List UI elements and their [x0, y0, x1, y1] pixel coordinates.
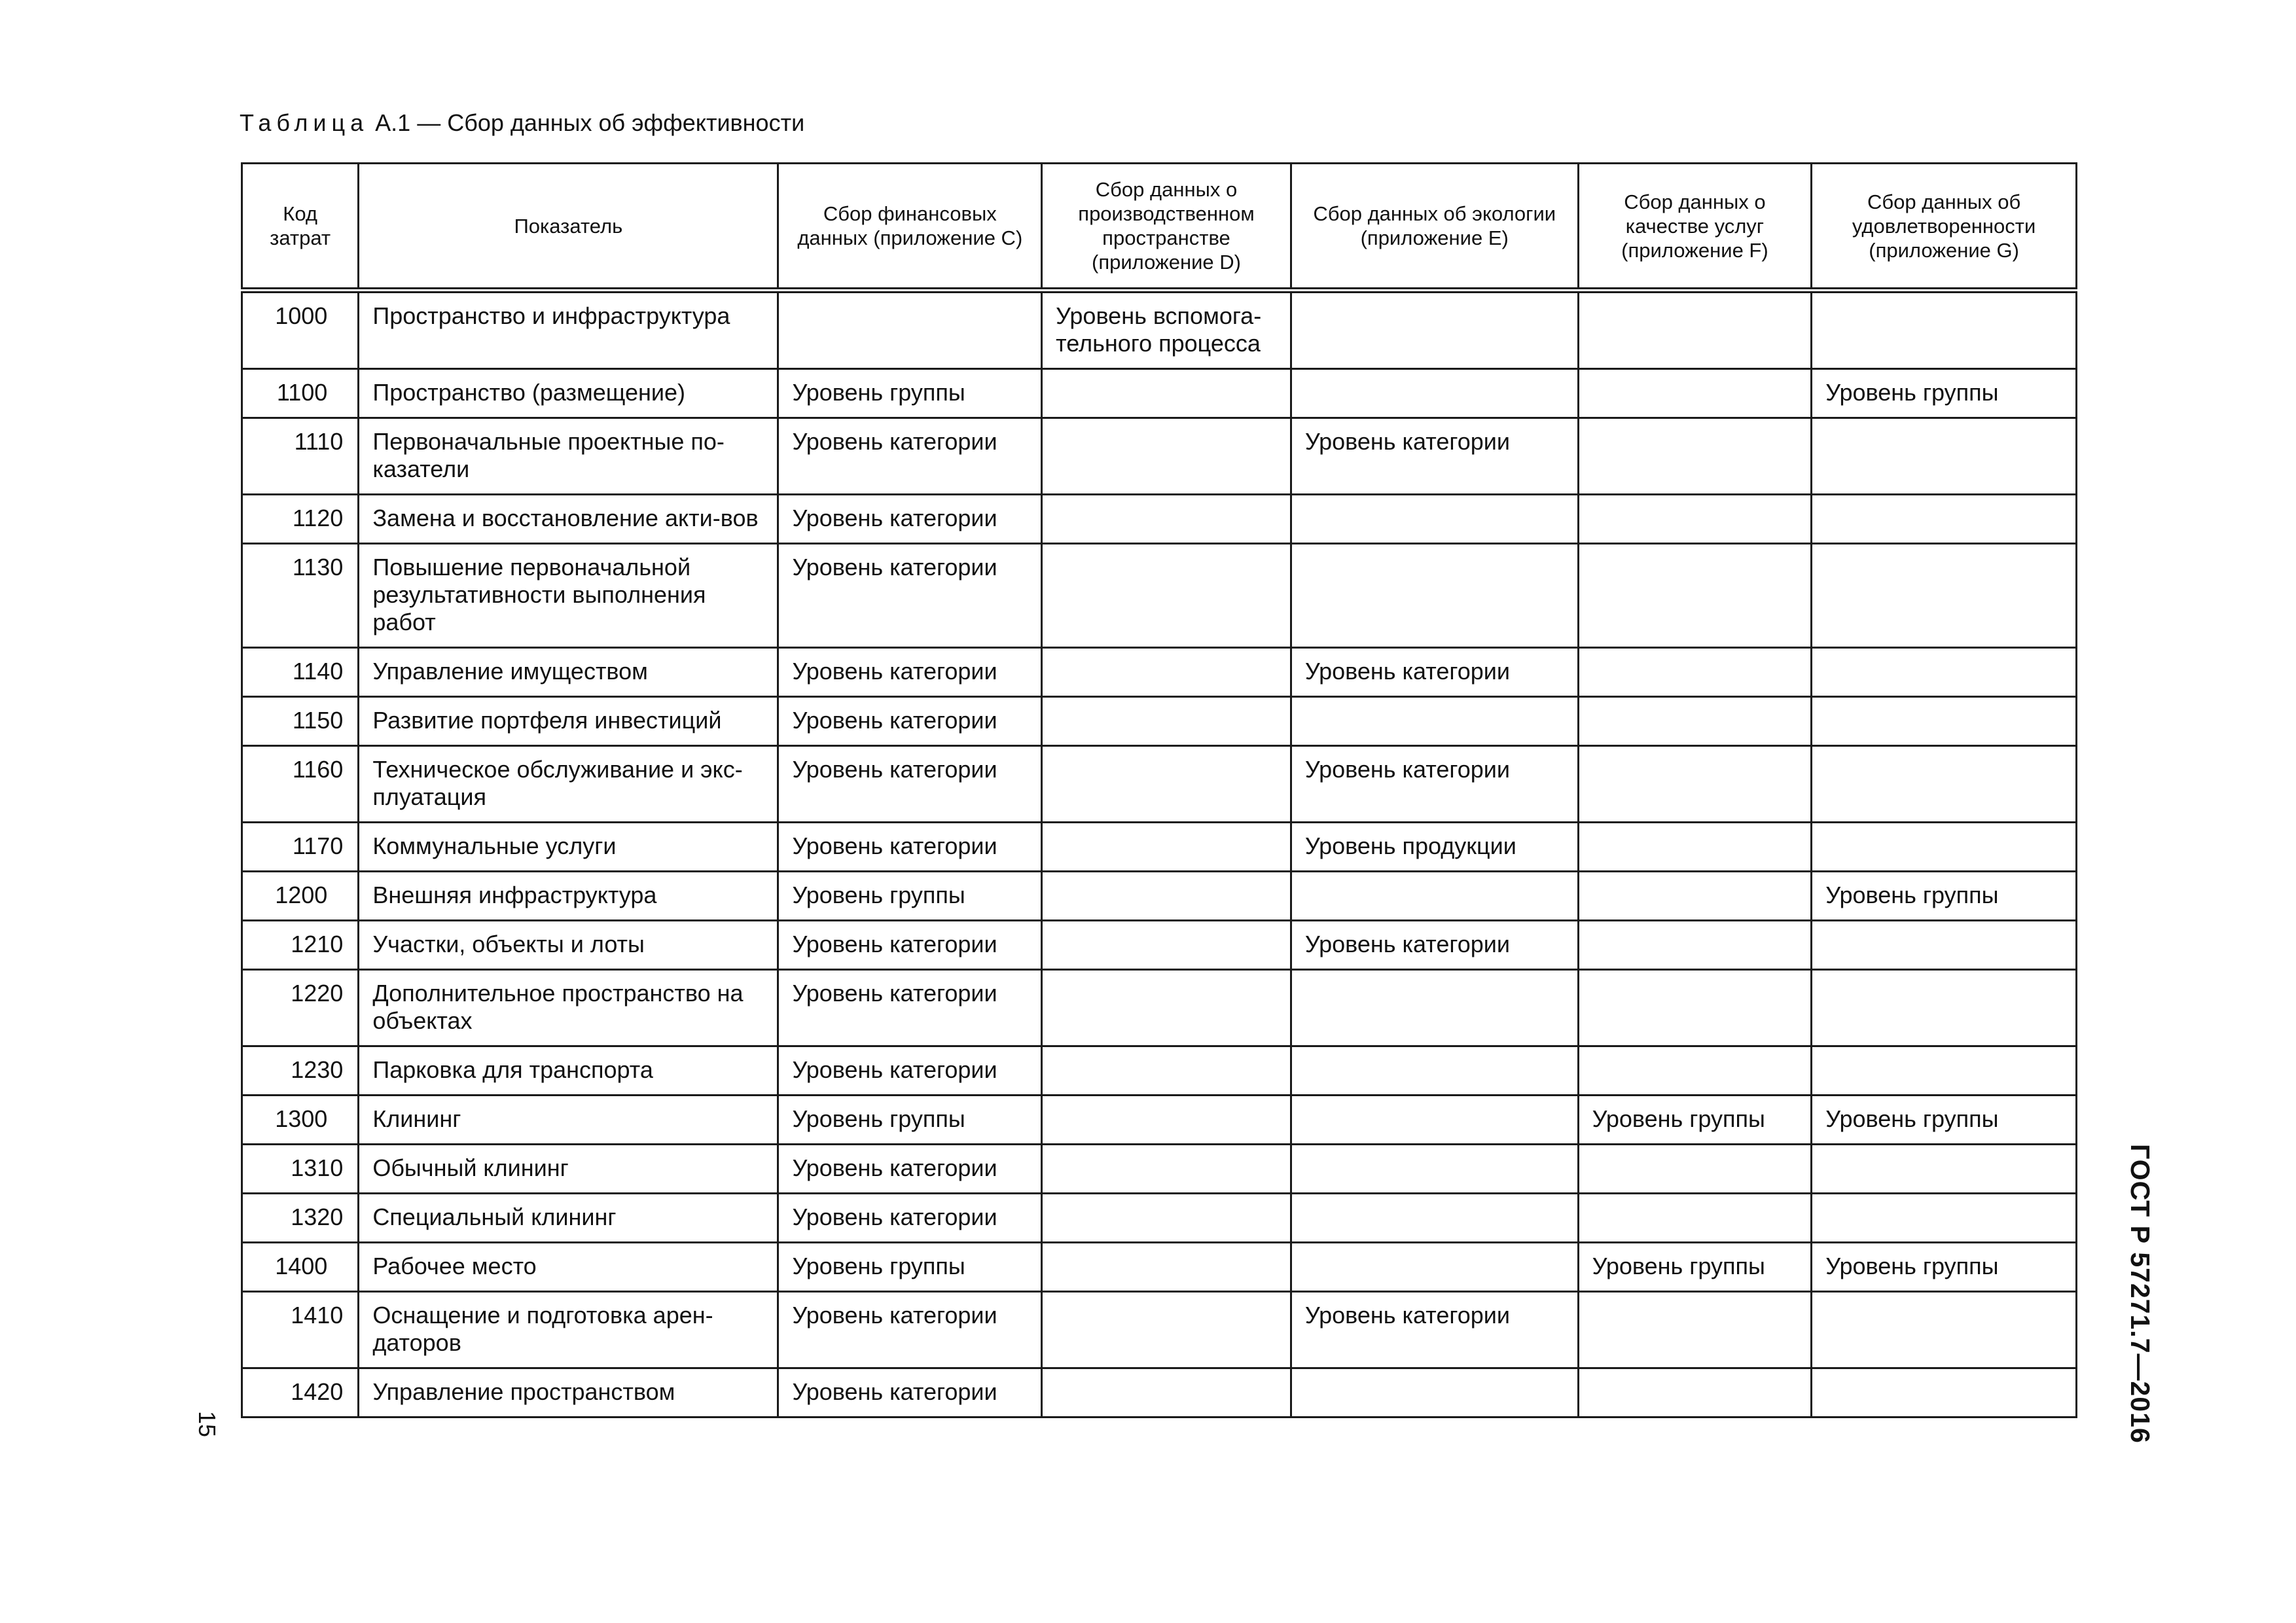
- cell-service-quality: [1578, 1368, 1812, 1418]
- header-cost-code: Код затрат: [242, 164, 359, 291]
- cell-ecology: Уровень продукции: [1291, 823, 1578, 872]
- cell-cost-code: 1140: [242, 648, 359, 697]
- cell-service-quality: [1578, 823, 1812, 872]
- cell-service-quality: [1578, 872, 1812, 921]
- table-row: [242, 1194, 2077, 1243]
- cell-satisfaction: Уровень группы: [1812, 872, 2077, 921]
- cell-ecology: [1291, 872, 1578, 921]
- table-row: [242, 369, 2077, 418]
- cell-production-space: [1042, 495, 1291, 544]
- table-caption: [240, 109, 804, 137]
- cell-production-space: [1042, 1368, 1291, 1418]
- table-body: [242, 291, 2077, 1418]
- cell-cost-code: 1160: [242, 746, 359, 823]
- cell-satisfaction: [1812, 746, 2077, 823]
- cell-indicator: Рабочее место: [359, 1243, 778, 1292]
- cell-production-space: [1042, 970, 1291, 1046]
- cell-ecology: Уровень категории: [1291, 921, 1578, 970]
- cell-ecology: [1291, 970, 1578, 1046]
- header-ecology-data: Сбор данных об экологии (приложение Е): [1291, 164, 1578, 291]
- cell-cost-code: 1000: [242, 291, 359, 369]
- table-row: [242, 1046, 2077, 1096]
- cell-cost-code: 1400: [242, 1243, 359, 1292]
- cell-financial: Уровень категории: [778, 1046, 1042, 1096]
- table-row: [242, 291, 2077, 369]
- cell-satisfaction: Уровень группы: [1812, 1096, 2077, 1145]
- cell-satisfaction: [1812, 291, 2077, 369]
- caption-text: А.1 — Сбор данных об эффективности: [368, 109, 805, 136]
- cell-satisfaction: [1812, 970, 2077, 1046]
- cell-cost-code: 1150: [242, 697, 359, 746]
- cell-indicator: Пространство (размещение): [359, 369, 778, 418]
- cell-ecology: Уровень категории: [1291, 1292, 1578, 1368]
- table-row: [242, 1368, 2077, 1418]
- cell-cost-code: 1170: [242, 823, 359, 872]
- cell-service-quality: Уровень группы: [1578, 1243, 1812, 1292]
- cell-production-space: [1042, 1194, 1291, 1243]
- table-row: [242, 1096, 2077, 1145]
- cell-indicator: Дополнительное пространство на объектах: [359, 970, 778, 1046]
- cell-service-quality: [1578, 291, 1812, 369]
- cell-indicator: Пространство и инфраструктура: [359, 291, 778, 369]
- cell-service-quality: [1578, 1145, 1812, 1194]
- cell-cost-code: 1200: [242, 872, 359, 921]
- cell-ecology: [1291, 369, 1578, 418]
- cell-production-space: [1042, 697, 1291, 746]
- cell-financial: Уровень категории: [778, 970, 1042, 1046]
- cell-financial: Уровень категории: [778, 1292, 1042, 1368]
- cell-indicator: Техническое обслуживание и экс-плуатация: [359, 746, 778, 823]
- table-row: [242, 1243, 2077, 1292]
- cell-service-quality: [1578, 369, 1812, 418]
- cell-satisfaction: [1812, 1046, 2077, 1096]
- cell-indicator: Развитие портфеля инвестиций: [359, 697, 778, 746]
- cell-production-space: [1042, 648, 1291, 697]
- cell-production-space: [1042, 369, 1291, 418]
- cell-production-space: [1042, 872, 1291, 921]
- cell-production-space: [1042, 823, 1291, 872]
- cell-cost-code: 1420: [242, 1368, 359, 1418]
- cell-financial: Уровень группы: [778, 872, 1042, 921]
- cell-ecology: Уровень категории: [1291, 648, 1578, 697]
- cell-financial: Уровень категории: [778, 1194, 1042, 1243]
- cell-financial: Уровень категории: [778, 746, 1042, 823]
- cell-financial: Уровень группы: [778, 1243, 1042, 1292]
- cell-financial: Уровень категории: [778, 418, 1042, 495]
- cell-financial: Уровень группы: [778, 369, 1042, 418]
- table-row: [242, 418, 2077, 495]
- cell-financial: Уровень категории: [778, 697, 1042, 746]
- cell-indicator: Управление пространством: [359, 1368, 778, 1418]
- cell-satisfaction: Уровень группы: [1812, 1243, 2077, 1292]
- cell-financial: Уровень категории: [778, 495, 1042, 544]
- cell-indicator: Оснащение и подготовка арен-даторов: [359, 1292, 778, 1368]
- cell-financial: [778, 291, 1042, 369]
- cell-satisfaction: [1812, 921, 2077, 970]
- table-row: [242, 697, 2077, 746]
- table-row: [242, 921, 2077, 970]
- header-service-quality-data: Сбор данных о качестве услуг (приложение F): [1578, 164, 1812, 291]
- header-financial-data: Сбор финансовых данных (приложение С): [778, 164, 1042, 291]
- cell-cost-code: 1110: [242, 418, 359, 495]
- cell-indicator: Замена и восстановление акти-вов: [359, 495, 778, 544]
- cell-service-quality: [1578, 697, 1812, 746]
- cell-ecology: [1291, 1194, 1578, 1243]
- cell-service-quality: [1578, 495, 1812, 544]
- cell-indicator: Повышение первоначальной результативности выполнения работ: [359, 544, 778, 648]
- cell-satisfaction: [1812, 697, 2077, 746]
- cell-cost-code: 1320: [242, 1194, 359, 1243]
- cell-indicator: Специальный клининг: [359, 1194, 778, 1243]
- cell-satisfaction: Уровень группы: [1812, 369, 2077, 418]
- cell-cost-code: 1410: [242, 1292, 359, 1368]
- cell-service-quality: [1578, 970, 1812, 1046]
- cell-ecology: Уровень категории: [1291, 746, 1578, 823]
- cell-ecology: Уровень категории: [1291, 418, 1578, 495]
- cell-satisfaction: [1812, 495, 2077, 544]
- cell-production-space: Уровень вспомога-тельного процесса: [1042, 291, 1291, 369]
- performance-data-table: [241, 162, 2077, 1418]
- cell-indicator: Парковка для транспорта: [359, 1046, 778, 1096]
- header-satisfaction-data: Сбор данных об удовлетворенности (приложение G): [1812, 164, 2077, 291]
- cell-ecology: [1291, 495, 1578, 544]
- cell-ecology: [1291, 1096, 1578, 1145]
- cell-indicator: Обычный клининг: [359, 1145, 778, 1194]
- cell-service-quality: [1578, 418, 1812, 495]
- cell-cost-code: 1230: [242, 1046, 359, 1096]
- cell-cost-code: 1220: [242, 970, 359, 1046]
- cell-indicator: Управление имуществом: [359, 648, 778, 697]
- cell-production-space: [1042, 1046, 1291, 1096]
- cell-cost-code: 1210: [242, 921, 359, 970]
- cell-satisfaction: [1812, 1145, 2077, 1194]
- cell-satisfaction: [1812, 648, 2077, 697]
- cell-satisfaction: [1812, 823, 2077, 872]
- table-header-row: [242, 164, 2077, 291]
- cell-production-space: [1042, 1145, 1291, 1194]
- table-row: [242, 1292, 2077, 1368]
- cell-financial: Уровень категории: [778, 921, 1042, 970]
- cell-financial: Уровень категории: [778, 544, 1042, 648]
- page-number: 15: [194, 1411, 221, 1438]
- cell-service-quality: [1578, 648, 1812, 697]
- cell-ecology: [1291, 1368, 1578, 1418]
- cell-service-quality: [1578, 1046, 1812, 1096]
- cell-service-quality: [1578, 921, 1812, 970]
- table-row: [242, 495, 2077, 544]
- cell-indicator: Первоначальные проектные по-казатели: [359, 418, 778, 495]
- table-row: [242, 823, 2077, 872]
- cell-indicator: Коммунальные услуги: [359, 823, 778, 872]
- standard-designation: ГОСТ Р 57271.7—2016: [2125, 1144, 2155, 1444]
- cell-production-space: [1042, 544, 1291, 648]
- cell-cost-code: 1120: [242, 495, 359, 544]
- cell-satisfaction: [1812, 1368, 2077, 1418]
- cell-financial: Уровень категории: [778, 648, 1042, 697]
- cell-production-space: [1042, 746, 1291, 823]
- cell-ecology: [1291, 1243, 1578, 1292]
- cell-ecology: [1291, 1145, 1578, 1194]
- table-row: [242, 970, 2077, 1046]
- table-row: [242, 1145, 2077, 1194]
- cell-indicator: Участки, объекты и лоты: [359, 921, 778, 970]
- header-production-space-data: Сбор данных о производственном пространстве (приложение D): [1042, 164, 1291, 291]
- cell-indicator: Клининг: [359, 1096, 778, 1145]
- cell-service-quality: [1578, 1194, 1812, 1243]
- cell-ecology: [1291, 1046, 1578, 1096]
- cell-cost-code: 1100: [242, 369, 359, 418]
- cell-service-quality: Уровень группы: [1578, 1096, 1812, 1145]
- cell-service-quality: [1578, 1292, 1812, 1368]
- cell-satisfaction: [1812, 418, 2077, 495]
- cell-production-space: [1042, 418, 1291, 495]
- cell-production-space: [1042, 1292, 1291, 1368]
- cell-cost-code: 1300: [242, 1096, 359, 1145]
- cell-financial: Уровень категории: [778, 1145, 1042, 1194]
- cell-cost-code: 1130: [242, 544, 359, 648]
- cell-satisfaction: [1812, 544, 2077, 648]
- cell-financial: Уровень категории: [778, 823, 1042, 872]
- cell-production-space: [1042, 1243, 1291, 1292]
- cell-satisfaction: [1812, 1292, 2077, 1368]
- cell-ecology: [1291, 697, 1578, 746]
- cell-production-space: [1042, 1096, 1291, 1145]
- cell-production-space: [1042, 921, 1291, 970]
- cell-service-quality: [1578, 544, 1812, 648]
- table-row: [242, 872, 2077, 921]
- cell-indicator: Внешняя инфраструктура: [359, 872, 778, 921]
- cell-financial: Уровень группы: [778, 1096, 1042, 1145]
- cell-financial: Уровень категории: [778, 1368, 1042, 1418]
- table-row: [242, 746, 2077, 823]
- cell-satisfaction: [1812, 1194, 2077, 1243]
- header-indicator: Показатель: [359, 164, 778, 291]
- cell-cost-code: 1310: [242, 1145, 359, 1194]
- table-row: [242, 544, 2077, 648]
- cell-ecology: [1291, 544, 1578, 648]
- cell-service-quality: [1578, 746, 1812, 823]
- caption-label: Таблица: [240, 109, 369, 136]
- table-row: [242, 648, 2077, 697]
- cell-ecology: [1291, 291, 1578, 369]
